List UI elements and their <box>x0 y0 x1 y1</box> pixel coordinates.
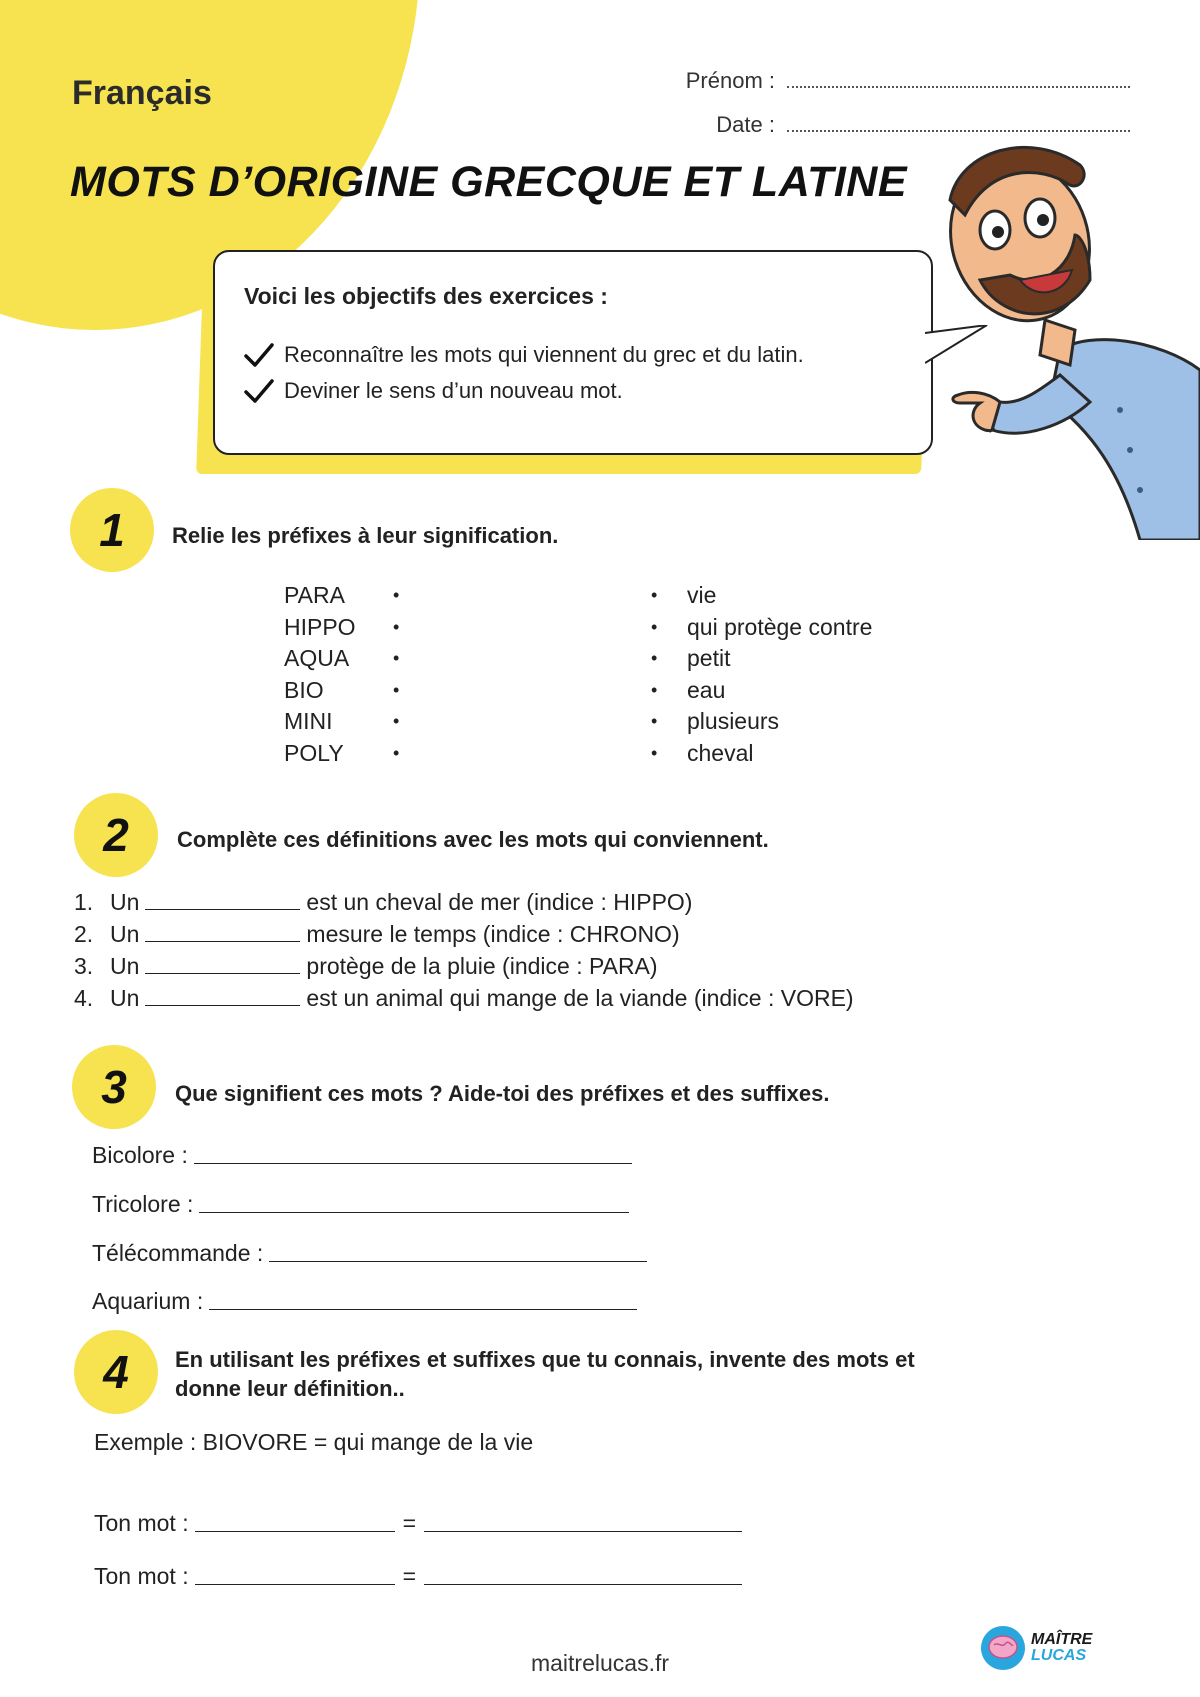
first-name-row <box>650 68 1130 94</box>
objectives-title: Voici les objectifs des exercices : <box>244 283 608 309</box>
objective-item: Deviner le sens d’un nouveau mot. <box>244 378 623 404</box>
subject-label: Français <box>72 74 212 112</box>
meaning-item: vie <box>687 582 717 608</box>
meaning-answer-row: Bicolore : <box>92 1142 632 1169</box>
definition-blank[interactable] <box>145 923 300 942</box>
exercise-1-badge: 1 <box>70 488 154 572</box>
definition-blank[interactable] <box>145 891 300 910</box>
prefix-dots <box>393 580 413 769</box>
definition-row: 4. Un est un animal qui mange de la viande (indice : VORE) <box>74 985 854 1011</box>
objective-item: Reconnaître les mots qui viennent du grec et du latin. <box>244 342 804 368</box>
connector-dot[interactable]: • <box>393 711 400 731</box>
definition-row: 3. Un protège de la pluie (indice : PARA) <box>74 953 658 979</box>
definition-blank[interactable] <box>145 955 300 974</box>
date-label: Date : <box>716 112 775 137</box>
example-text: Exemple : BIOVORE = qui mange de la vie <box>94 1429 534 1455</box>
meaning-item: petit <box>687 645 731 671</box>
definition-row: 2. Un mesure le temps (indice : CHRONO) <box>74 921 680 947</box>
exercise-4-badge: 4 <box>74 1330 158 1414</box>
definition-row: 1. Un est un cheval de mer (indice : HIPPO) <box>74 889 693 915</box>
answer-line[interactable] <box>209 1309 637 1310</box>
brain-logo-icon <box>980 1625 1026 1671</box>
invent-word-row: Ton mot : = <box>94 1563 742 1590</box>
answer-line[interactable] <box>199 1212 629 1213</box>
logo-text-line2: LUCAS <box>1031 1647 1087 1664</box>
meaning-item: qui protège contre <box>687 613 873 640</box>
connector-dot[interactable]: • <box>651 585 658 605</box>
meaning-item: eau <box>687 676 726 703</box>
connector-dot[interactable]: • <box>393 679 400 700</box>
connector-dot[interactable]: • <box>651 742 658 763</box>
prefix-item: MINI <box>284 708 333 734</box>
invent-word-row: Ton mot : = <box>94 1510 742 1537</box>
checkmark-icon <box>244 378 274 404</box>
connector-dot[interactable]: • <box>651 711 658 731</box>
teacher-character-illustration <box>940 140 1200 540</box>
connector-dot[interactable]: • <box>393 616 400 637</box>
definition-answer-line[interactable] <box>424 1531 742 1532</box>
exercise-1-instruction: Relie les préfixes à leur signification. <box>172 523 559 548</box>
prefix-item: BIO <box>284 676 324 703</box>
answer-line[interactable] <box>194 1163 632 1164</box>
meaning-column <box>687 580 947 769</box>
meaning-item: plusieurs <box>687 708 780 734</box>
exercise-4-instruction: En utilisant les préfixes et suffixes que tu connais, invente des mots et <box>175 1347 915 1372</box>
prefix-item: PARA <box>284 582 345 608</box>
answer-line[interactable] <box>269 1261 647 1262</box>
definition-answer-line[interactable] <box>424 1584 742 1585</box>
exercise-3-badge: 3 <box>72 1045 156 1129</box>
prefix-item: POLY <box>284 739 344 766</box>
exercise-4-instruction: donne leur définition.. <box>175 1376 405 1401</box>
date-row <box>650 112 1130 138</box>
meaning-dots <box>651 580 671 769</box>
definition-blank[interactable] <box>145 987 300 1006</box>
connector-dot[interactable]: • <box>651 648 658 668</box>
meaning-answer-row: Télécommande : <box>92 1240 647 1267</box>
word-answer-line[interactable] <box>195 1531 395 1532</box>
meaning-answer-row: Aquarium : <box>92 1288 637 1315</box>
prefix-item: AQUA <box>284 645 350 671</box>
word-answer-line[interactable] <box>195 1584 395 1585</box>
maitre-lucas-logo <box>980 1625 1092 1671</box>
meaning-item: cheval <box>687 739 754 766</box>
connector-dot[interactable]: • <box>393 742 400 763</box>
logo-text-line1: MAÎTRE <box>1031 1631 1093 1648</box>
exercise-3-instruction: Que signifient ces mots ? Aide-toi des préfixes et des suffixes. <box>175 1081 830 1106</box>
prefix-item: HIPPO <box>284 613 356 640</box>
page-title: MOTS D’ORIGINE GRECQUE ET LATINE <box>70 158 908 206</box>
exercise-2-instruction: Complète ces définitions avec les mots qui conviennent. <box>177 827 769 852</box>
connector-dot[interactable]: • <box>393 585 400 605</box>
first-name-field[interactable] <box>787 86 1130 88</box>
connector-dot[interactable]: • <box>651 679 658 700</box>
exercise-2-badge: 2 <box>74 793 158 877</box>
checkmark-icon <box>244 342 274 368</box>
connector-dot[interactable]: • <box>393 648 400 668</box>
footer-website: maitrelucas.fr <box>530 1650 670 1676</box>
first-name-label: Prénom : <box>685 68 775 93</box>
connector-dot[interactable]: • <box>651 616 658 637</box>
date-field[interactable] <box>787 130 1130 132</box>
meaning-answer-row: Tricolore : <box>92 1191 629 1218</box>
